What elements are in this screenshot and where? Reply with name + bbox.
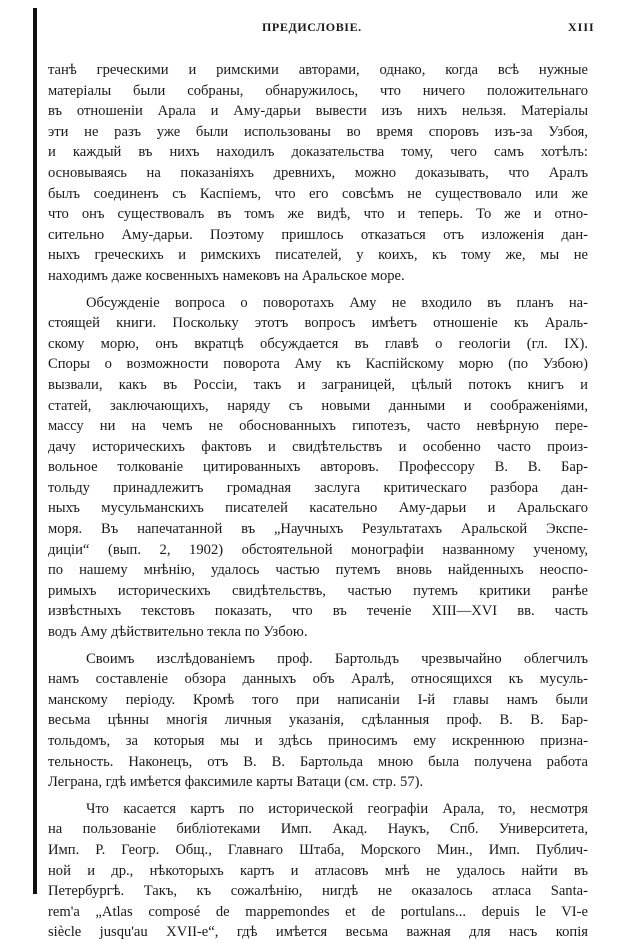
text-line: Имп. Р. Геогр. Общ., Главнаго Штаба, Морского Мин., Имп. Публич-	[48, 841, 588, 858]
text-line: былъ соединенъ съ Каспіемъ, что его совсѣмъ не существовало или же	[48, 185, 588, 202]
text-line: тольду принадлежитъ громадная заслуга критическаго разбора дан-	[48, 479, 588, 496]
text-line: манскому періоду. Кромѣ того при написаніи I-й главы намъ были	[48, 691, 588, 708]
text-line: тельность. Наконецъ, отъ В. В. Бартольда мною была получена работа	[48, 753, 588, 770]
text-line: rem'a „Atlas composé de mappemondes et de portulans... depuis le VI-e	[48, 903, 588, 920]
text-line: дачу историческихъ фактовъ и свидѣтельствъ и особенно часто произ-	[48, 438, 588, 455]
body-text	[48, 60, 588, 943]
text-line: водъ Аму дѣйствительно текла по Узбою.	[48, 624, 308, 641]
text-line: находимъ даже косвенныхъ намековъ на Аральское море.	[48, 267, 405, 284]
text-line: Обсужденіе вопроса о поворотахъ Аму не входило въ планъ на-	[86, 294, 588, 311]
text-line: на пользованіе библіотеками Имп. Акад. Наукъ, Спб. Университета,	[48, 821, 588, 838]
text-line: весьма цѣнны многія личныя указанія, сдѣланныя проф. В. В. Бар-	[48, 712, 588, 729]
text-line: извѣстныхъ текстовъ показать, что въ теченіе XIII—XVI вв. часть	[48, 603, 588, 620]
text-line: въ отношеніи Арала и Аму-дарьи вывести изъ нихъ нельзя. Матеріалы	[48, 103, 588, 120]
paragraph	[48, 799, 588, 943]
page-number: XIII	[568, 20, 595, 34]
text-line: танѣ греческими и римскими авторами, однако, когда всѣ нужные	[48, 62, 588, 78]
text-line: Петербургѣ. Такъ, къ сожалѣнію, нигдѣ не оказалось атласа Santa-	[48, 883, 588, 900]
text-line: ныхъ мусульманскихъ писателей касательно Аму-дарьи и Аральскаго	[48, 500, 588, 517]
text-line: siècle jusqu'au XVII-e“, гдѣ имѣется весьма важная для насъ копія	[48, 924, 588, 941]
text-line: ной и др., нѣкоторыхъ картъ и атласовъ мнѣ не удалось найти въ	[48, 862, 588, 879]
paragraph	[48, 293, 588, 643]
running-header-title: ПРЕДИСЛОВІЕ.	[262, 20, 362, 34]
text-line: Споры о возможности поворота Аму къ Каспійскому морю (по Узбою)	[48, 356, 588, 373]
text-line: Что касается картъ по исторической географіи Арала, то, несмотря	[86, 800, 588, 817]
text-line: ныхъ греческихъ и римскихъ писателей, у коихъ, къ тому же, мы не	[48, 247, 588, 264]
text-line: Своимъ изслѣдованіемъ проф. Бартольдъ чрезвычайно облегчилъ	[86, 650, 588, 667]
text-line: по нашему мнѣнію, удалось частью путемъ вновь найденныхъ неоспо-	[48, 562, 588, 579]
text-line: что онъ существовалъ въ томъ же видѣ, что и теперь. То же и отно-	[48, 206, 588, 223]
text-line: стоящей книги. Поскольку этотъ вопросъ имѣетъ отношеніе къ Араль-	[48, 315, 588, 332]
scan-edge-shadow	[33, 8, 37, 894]
text-line: вольное толкованіе цитированныхъ авторовъ. Профессору В. В. Бар-	[48, 459, 588, 476]
text-line: диціи“ (вып. 2, 1902) обстоятельной монографіи названному ученому,	[48, 541, 588, 558]
text-line: вызвали, какъ въ Россіи, такъ и заграницей, цѣлый потокъ книгъ и	[48, 376, 588, 393]
text-line: тольдомъ, за которыя мы и здѣсь приносимъ ему искреннюю призна-	[48, 733, 588, 749]
text-line: Леграна, гдѣ имѣется факсимиле карты Ватаци (см. стр. 57).	[48, 774, 424, 791]
text-line: намъ составленіе обзора данныхъ объ Аралѣ, относящихся къ мусуль-	[48, 671, 588, 688]
paragraph	[48, 649, 588, 793]
text-line: скому морю, онъ вкратцѣ обсуждается въ главѣ о геологіи (гл. IX).	[48, 335, 588, 352]
text-line: основываясь на показаніяхъ древнихъ, можно доказывать, что Аралъ	[48, 164, 588, 181]
paragraph	[48, 60, 588, 287]
text-line: моря. Въ напечатанной въ „Научныхъ Результатахъ Аральской Экспе-	[48, 521, 588, 538]
text-line: римыхъ историческихъ свидѣтельствъ, частью путемъ критики ранѣе	[48, 582, 588, 599]
text-line: матеріалы были собраны, обнаружилось, что ничего положительнаго	[48, 82, 588, 99]
text-line: статей, заключающихъ, наряду съ новыми данными и соображеніями,	[48, 397, 588, 414]
running-header	[0, 20, 637, 40]
text-line: массу ни на чемъ не обоснованныхъ гипотезъ, часто невѣрную пере-	[48, 418, 588, 435]
text-line: сительно Аму-дарьи. Поэтому пришлось отказаться отъ изложенія дан-	[48, 226, 588, 243]
text-line: эти не разъ уже были использованы во время споровъ изъ-за Узбоя,	[48, 123, 588, 140]
text-line: и каждый въ нихъ находилъ доказательства тому, чего самъ хотѣлъ:	[48, 144, 588, 161]
